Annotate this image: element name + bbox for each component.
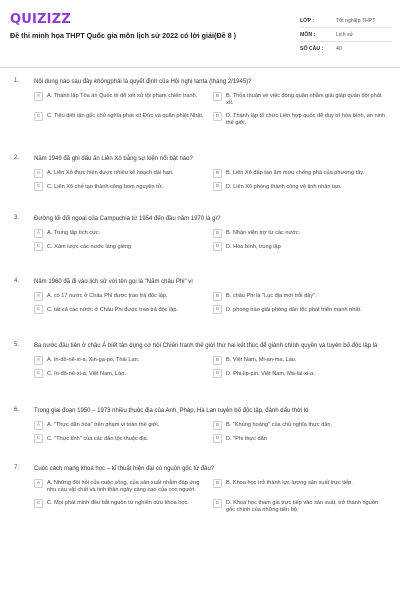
option-letter-box: B	[213, 229, 222, 238]
option-text: C. Mọi phát minh đều bắt nguồn từ nghiên cứu khoa học.	[47, 500, 189, 506]
info-row-subject	[300, 28, 392, 42]
answer-option[interactable]	[34, 306, 209, 315]
question-text-part: phải là quyết định của Hội nghị Ianta (tháng 2/1945)?	[110, 79, 252, 85]
option-letter-box: B	[213, 169, 222, 178]
option-letter-box: C	[34, 434, 43, 443]
option-letter-box: B	[213, 92, 222, 101]
option-text: D. Thành lập tổ chức Liên hợp quốc để duy trì hòa bình, an ninh thế giới.	[226, 113, 386, 126]
option-letter-box: C	[34, 182, 43, 191]
question-text-part: Nội dung nào sau đây	[34, 79, 95, 85]
answer-options	[34, 356, 388, 378]
info-row-count	[300, 42, 392, 56]
option-letter-box: B	[213, 479, 222, 488]
answer-option[interactable]	[34, 356, 209, 365]
question-text-part: Đường lối đối ngoại của Campuchia từ 1954 đến đầu năm 1970 là gì?	[34, 216, 221, 222]
question-text-part: Cuộc cách mạng khoa học – kĩ thuật hiện đại có nguồn gốc từ đâu?	[34, 466, 215, 472]
question-number: 7.	[14, 465, 20, 471]
worksheet-header	[0, 0, 400, 68]
question-number: 6.	[14, 407, 20, 413]
info-value: Tốt nghiệp THPT	[336, 17, 376, 24]
option-text: B. Thỏa thuận về việc đóng quân nhằm giải giáp quân đội phát xít.	[226, 93, 382, 106]
question-emphasis: không	[94, 79, 111, 85]
option-text: A. Liên Xô thực hiện được nhiều kế hoạch dài hạn.	[47, 170, 174, 176]
answer-option[interactable]	[34, 183, 209, 192]
question-block	[0, 78, 400, 127]
question-text	[34, 78, 388, 86]
answer-options	[34, 479, 388, 514]
option-text: B. Khoa học trở thành lực lượng sản xuất trực tiếp.	[226, 480, 353, 486]
option-text: D. Phi-lip-pin, Việt Nam, Ma-lai-xi-a.	[226, 370, 315, 377]
answer-option[interactable]	[34, 499, 209, 514]
answer-options	[34, 92, 388, 127]
option-text: B. "Khủng hoảng" của chủ nghĩa thực dân.	[226, 422, 332, 428]
option-text: A. In-đô-nê-xi-a, Xin-ga-po, Thái Lan.	[47, 357, 140, 363]
option-letter-box: A	[34, 92, 43, 101]
option-text: B. Việt Nam, Mi-an-ma, Lào.	[226, 357, 297, 363]
question-number: 1.	[14, 78, 20, 84]
option-letter-box: C	[34, 305, 43, 314]
option-text: C. Tiêu diệt tận gốc chủ nghĩa phát xít Đức và quân phiệt Nhật.	[47, 113, 204, 119]
answer-option[interactable]	[213, 92, 388, 107]
info-table	[300, 14, 392, 56]
question-block	[0, 465, 400, 514]
answer-option[interactable]	[34, 370, 209, 379]
option-text: C. tất cả các nước ở Châu Phi được trao trả độc lập.	[47, 306, 179, 313]
answer-option[interactable]	[34, 421, 209, 430]
question-number: 5.	[14, 342, 20, 348]
option-letter-box: D	[213, 499, 222, 508]
option-text: D. phong trào giải phóng dân tộc phát triển mạnh nhất.	[226, 306, 362, 313]
answer-option[interactable]	[34, 292, 209, 301]
question-text-part: Trong giai đoạn 1950 – 1973 nhiều thuộc địa của Anh, Pháp, Hà Lan tuyên bố độc lập, đánh dấu thời kì	[34, 408, 309, 414]
answer-option[interactable]	[34, 169, 209, 178]
question-block	[0, 155, 400, 191]
question-number: 3.	[14, 215, 20, 221]
answer-option[interactable]	[213, 112, 388, 127]
option-text: D. "Phi thực dân	[226, 435, 267, 442]
option-text: A. Trung lập tích cực.	[47, 230, 101, 236]
option-letter-box: A	[34, 229, 43, 238]
answer-option[interactable]	[213, 229, 388, 238]
question-text	[34, 215, 388, 223]
option-text: B. Liên Xô đập tan âm mưu chống phá của phương tây.	[226, 170, 365, 176]
question-text	[34, 465, 388, 473]
question-block	[0, 407, 400, 443]
answer-option[interactable]	[213, 306, 388, 315]
question-block	[0, 215, 400, 251]
info-label: MÔN :	[300, 31, 316, 38]
option-text: A. Những đòi hỏi của cuộc sống, của sản xuất nhằm đáp ứng nhu cầu vật chất và tinh thần ngày càng cao của con người.	[47, 480, 200, 493]
option-text: C. "Thực tỉnh" của các dân tộc thuộc địa.	[47, 435, 149, 442]
option-letter-box: D	[213, 112, 222, 121]
option-letter-box: C	[34, 242, 43, 251]
question-text	[34, 155, 388, 163]
question-text-part: Năm 1949 đã ghi dấu ấn Liên Xô bằng sự kiện nổi bật nào?	[34, 156, 193, 162]
option-text: C. Liên Xô chế tạo thành công bom nguyên tử.	[47, 183, 164, 190]
question-text	[34, 407, 388, 415]
option-letter-box: A	[34, 356, 43, 365]
info-value: Lịch sử	[336, 31, 354, 38]
question-list	[0, 78, 400, 514]
option-text: A. Thành lập Tòa án Quốc tế để xét xử tội phạm chiến tranh.	[47, 93, 198, 99]
option-letter-box: D	[213, 434, 222, 443]
answer-option[interactable]	[34, 435, 209, 444]
option-letter-box: B	[213, 356, 222, 365]
option-letter-box: B	[213, 421, 222, 430]
question-text	[34, 278, 388, 286]
answer-options	[34, 229, 388, 251]
answer-option[interactable]	[213, 169, 388, 178]
answer-option[interactable]	[213, 243, 388, 252]
option-letter-box: B	[213, 292, 222, 301]
info-value: 40	[336, 46, 342, 52]
answer-option[interactable]	[213, 421, 388, 430]
option-letter-box: D	[213, 242, 222, 251]
question-text-part: Năm 1960 đã đi vào lịch sử với tên gọi là "Năm châu Phi" vì	[34, 279, 193, 285]
option-letter-box: D	[213, 182, 222, 191]
question-block	[0, 278, 400, 314]
option-letter-box: A	[34, 169, 43, 178]
question-text	[34, 342, 388, 350]
header-divider	[0, 67, 400, 68]
document-title: Đề thi minh họa THPT Quốc gia môn lịch sử 2022 có lời giải(Đề 8 )	[10, 31, 236, 40]
answer-option[interactable]	[34, 229, 209, 238]
answer-options	[34, 421, 388, 443]
answer-option[interactable]	[213, 435, 388, 444]
answer-option[interactable]	[213, 356, 388, 365]
answer-option[interactable]	[213, 292, 388, 301]
option-letter-box: A	[34, 479, 43, 488]
answer-option[interactable]	[34, 243, 209, 252]
option-text: D. Hòa bình, trung lập	[226, 243, 281, 250]
option-letter-box: C	[34, 112, 43, 121]
option-text: C. In-đô-nê-xi-a, Việt Nam, Lào.	[47, 370, 126, 377]
option-text: B. Nhận viện trợ từ các nước.	[226, 230, 301, 236]
answer-option[interactable]	[213, 479, 388, 494]
question-number: 4.	[14, 278, 20, 284]
answer-options	[34, 292, 388, 314]
option-text: B. châu Phi là "Lục địa mới trỗi dậy".	[226, 293, 317, 299]
option-text: D. Liên Xô phóng thành công vệ tinh nhân tạo.	[226, 183, 342, 190]
answer-option[interactable]	[213, 183, 388, 192]
question-number: 2.	[14, 155, 20, 161]
question-text-part: Ba nước đầu tiên ở châu Á biết tận dụng cơ hội Chiến tranh thế giới thứ hai kết thúc để giành chính quyền và tuyên bố độc lập là	[34, 343, 378, 349]
option-text: A. có 17 nước ở Châu Phi được trao trả độc lập.	[47, 293, 168, 299]
answer-option[interactable]	[213, 499, 388, 514]
answer-options	[34, 169, 388, 191]
answer-option[interactable]	[34, 479, 209, 494]
option-letter-box: C	[34, 499, 43, 508]
answer-option[interactable]	[213, 370, 388, 379]
question-block	[0, 342, 400, 378]
option-letter-box: A	[34, 292, 43, 301]
info-label: SỐ CÂU :	[300, 46, 324, 52]
info-label: LỚP :	[300, 17, 315, 24]
option-letter-box: D	[213, 369, 222, 378]
answer-option[interactable]	[34, 92, 209, 107]
option-letter-box: A	[34, 421, 43, 430]
option-text: C. Xâm lược các nước láng giềng	[47, 243, 132, 250]
option-letter-box: D	[213, 305, 222, 314]
info-row-class	[300, 14, 392, 28]
option-text: A. "Thực dân hóa" trên phạm vi toàn thế giới.	[47, 422, 160, 428]
quizizz-logo: QUIZIZZ	[10, 12, 71, 27]
option-text: D. Khoa học tham gia trực tiếp vào sản xuất, trở thành nguồn gốc chính của những tiến bộ.	[226, 500, 379, 513]
answer-option[interactable]	[34, 112, 209, 127]
option-letter-box: C	[34, 369, 43, 378]
